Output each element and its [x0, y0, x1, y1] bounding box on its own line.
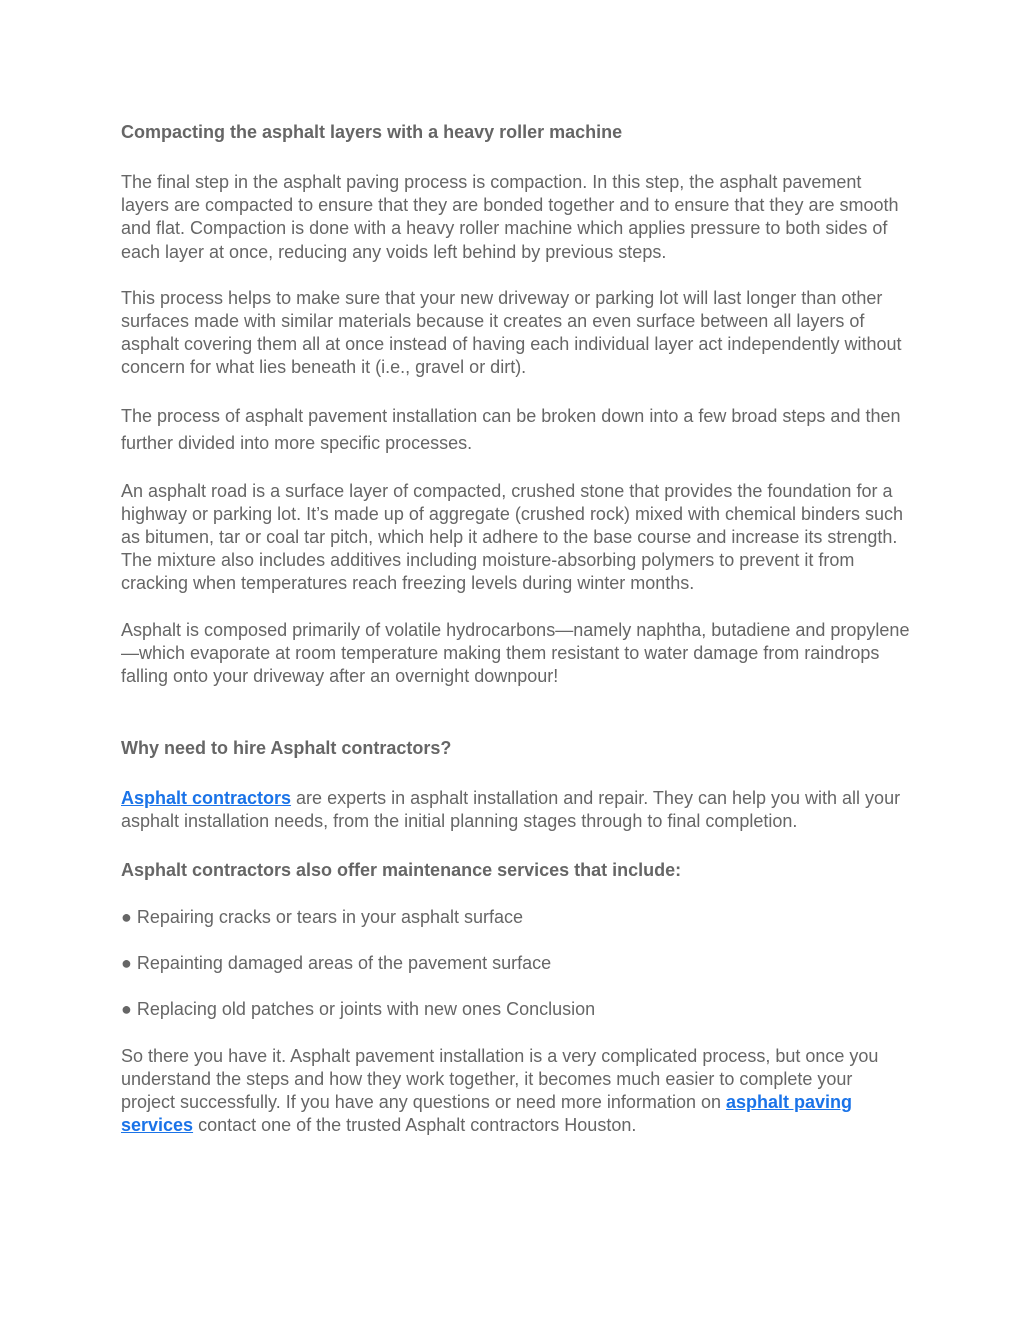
heading-why-hire: Why need to hire Asphalt contractors? [121, 738, 452, 759]
list-item: ● Repairing cracks or tears in your asphalt surface [121, 906, 524, 927]
paragraph-conclusion [121, 1045, 911, 1138]
asphalt-paving-services-link[interactable]: asphalt paving services [121, 1092, 853, 1136]
list-item: ● Repainting damaged areas of the pavement surface [121, 952, 552, 973]
contractors-description: are experts in asphalt installation and repair. They can help you with all your asphalt installation needs, from the initial planning stages through to final completion. [121, 788, 901, 832]
paragraph-installation-steps: The process of asphalt pavement installation can be broken down into a few broad steps and then further divided into more specific processes. [121, 405, 901, 453]
conclusion-text-end: contact one of the trusted Asphalt contractors Houston. [193, 1115, 637, 1136]
paragraph-asphalt-composition: Asphalt is composed primarily of volatile hydrocarbons—namely naphtha, butadiene and propylene—which evaporate at room temperature making them resistant to water damage from raindrops falling onto your driveway after an overnight downpour! [121, 619, 910, 687]
heading-maintenance-services: Asphalt contractors also offer maintenance services that include: [121, 859, 682, 880]
heading-compaction: Compacting the asphalt layers with a heavy roller machine [121, 122, 623, 142]
paragraph-process-benefits: This process helps to make sure that your new driveway or parking lot will last longer than other surfaces made with similar materials because it creates an even surface between all layers of asphalt covering them all at once instead of having each individual layer act independently without concern for what lies beneath it (i.e., gravel or dirt). [121, 287, 902, 378]
paragraph-contractors-experts [121, 787, 911, 833]
conclusion-text: So there you have it. Asphalt pavement installation is a very complicated process, but once you understand the steps and how they work together, it becomes much easier to complete your project successfully. If you have any questions or need more information on [121, 1045, 879, 1113]
paragraph-asphalt-road: An asphalt road is a surface layer of compacted, crushed stone that provides the foundation for a highway or parking lot. It’s made up of aggregate (crushed rock) mixed with chemical binders such as bitumen, tar or coal tar pitch, which help it adhere to the base course and increase its strength. The mixture also includes additives including moisture-absorbing polymers to prevent it from cracking when temperatures reach freezing levels during winter months. [121, 480, 904, 594]
list-item: ● Replacing old patches or joints with new ones Conclusion [121, 998, 596, 1019]
document-body [121, 118, 911, 1137]
paragraph-compaction-step: The final step in the asphalt paving process is compaction. In this step, the asphalt pavement layers are compacted to ensure that they are bonded together and to ensure that they are smooth and flat. Compaction is done with a heavy roller machine which applies pressure to both sides of each layer at once, reducing any voids left behind by previous steps. [121, 172, 899, 262]
asphalt-contractors-link[interactable]: Asphalt contractors [121, 788, 292, 809]
